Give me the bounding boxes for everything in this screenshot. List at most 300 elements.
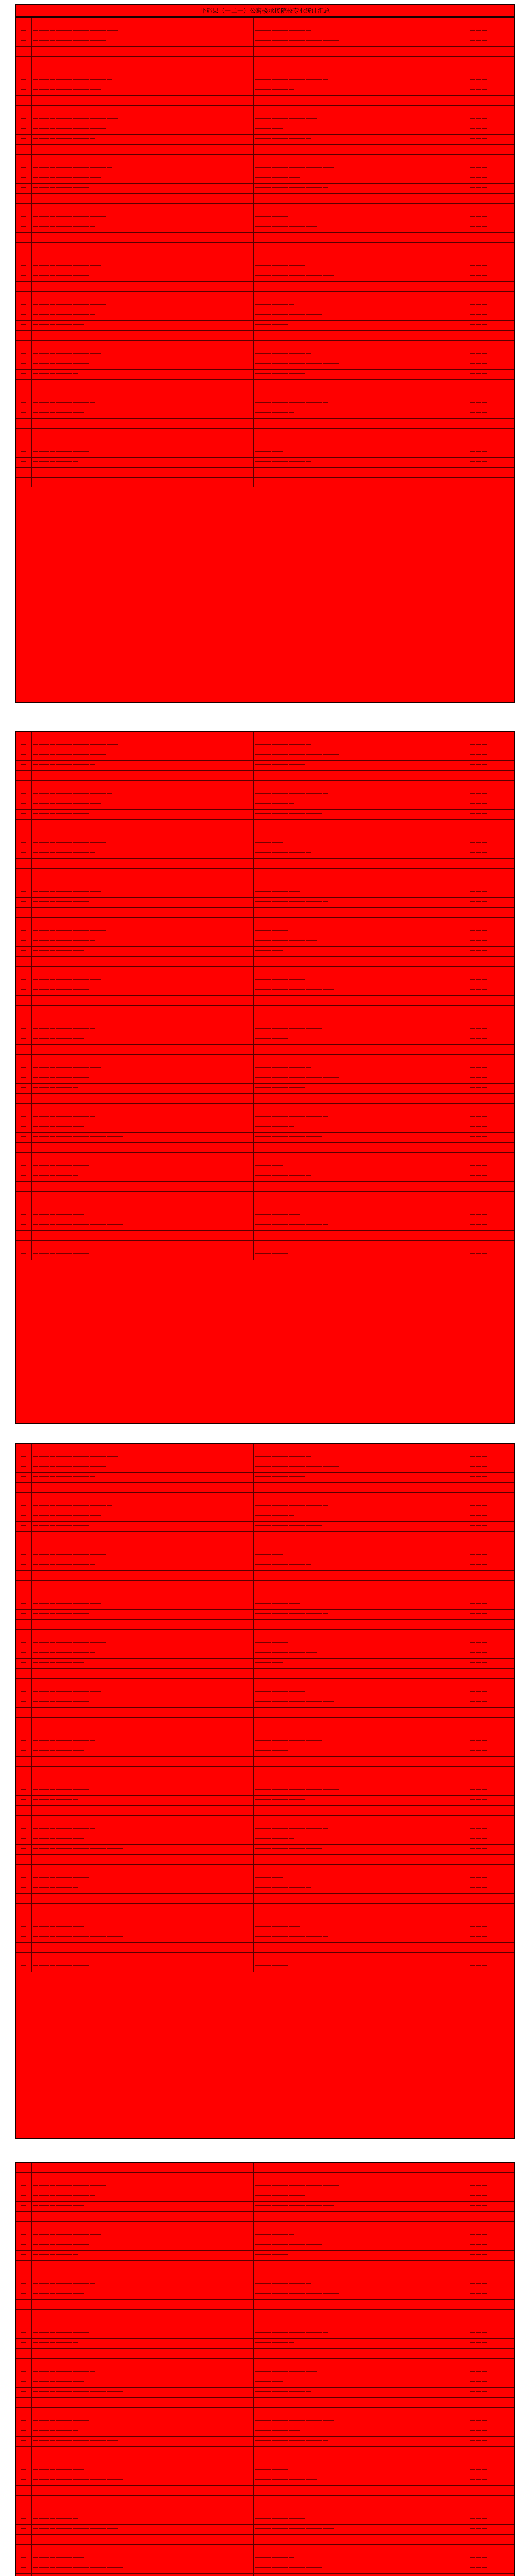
illegible-glyph (277, 1554, 283, 1555)
illegible-glyph (277, 265, 283, 266)
illegible-glyph (61, 128, 67, 129)
illegible-glyph (21, 930, 26, 931)
illegible-glyph (255, 265, 260, 266)
illegible-glyph (277, 979, 283, 980)
table-row (16, 1884, 514, 1894)
school-name-cell (32, 1453, 254, 1463)
code-cell (469, 233, 514, 242)
illegible-glyph (73, 1828, 78, 1829)
illegible-glyph (260, 451, 266, 452)
illegible-glyph (33, 1038, 38, 1039)
illegible-glyph (470, 1740, 475, 1741)
school-name-cell (32, 878, 254, 888)
illegible-glyph (44, 852, 50, 853)
illegible-glyph (50, 1838, 55, 1839)
school-name-cell (32, 2192, 254, 2201)
illegible-glyph (67, 1789, 72, 1790)
illegible-glyph (21, 1067, 26, 1068)
illegible-glyph (476, 89, 481, 90)
illegible-glyph (317, 989, 322, 990)
code-cell (469, 1747, 514, 1756)
table-row (16, 1855, 514, 1865)
major-name-cell (254, 223, 469, 232)
illegible-glyph (44, 1028, 50, 1029)
illegible-glyph (328, 275, 334, 276)
row-index-cell (16, 967, 32, 976)
illegible-glyph (56, 1838, 61, 1839)
illegible-glyph (67, 363, 72, 364)
illegible-glyph (334, 363, 339, 364)
code-cell (469, 1113, 514, 1123)
illegible-glyph (78, 1965, 84, 1966)
illegible-glyph (266, 1564, 271, 1565)
illegible-glyph (294, 461, 300, 462)
illegible-glyph (39, 353, 44, 354)
illegible-glyph (56, 1662, 61, 1663)
illegible-glyph (21, 989, 26, 990)
illegible-glyph (107, 1505, 112, 1506)
illegible-glyph (476, 950, 481, 951)
illegible-glyph (294, 940, 300, 941)
illegible-glyph (294, 118, 300, 119)
illegible-glyph (95, 118, 101, 119)
illegible-glyph (470, 1828, 475, 1829)
illegible-glyph (61, 1887, 67, 1888)
row-index-cell (16, 1444, 32, 1453)
illegible-glyph (255, 1652, 260, 1653)
school-name-cell (32, 1962, 254, 1972)
school-name-cell (32, 859, 254, 868)
school-name-cell (32, 47, 254, 56)
illegible-glyph (277, 402, 283, 403)
code-cell (469, 360, 514, 369)
school-name-cell (32, 145, 254, 154)
illegible-glyph (266, 1126, 271, 1127)
illegible-glyph (334, 1466, 339, 1467)
illegible-glyph (44, 89, 50, 90)
table-row (16, 986, 514, 996)
illegible-glyph (317, 1848, 322, 1849)
illegible-glyph (283, 373, 288, 374)
illegible-glyph (107, 167, 112, 168)
illegible-glyph (33, 1789, 38, 1790)
illegible-glyph (266, 1926, 271, 1927)
illegible-glyph (272, 1224, 277, 1225)
illegible-glyph (78, 314, 84, 315)
illegible-glyph (266, 30, 271, 31)
illegible-glyph (482, 373, 487, 374)
illegible-glyph (470, 1224, 475, 1225)
major-name-cell (254, 996, 469, 1005)
illegible-glyph (283, 167, 288, 168)
illegible-glyph (39, 275, 44, 276)
illegible-glyph (317, 1116, 322, 1117)
illegible-glyph (289, 1740, 294, 1741)
illegible-glyph (317, 1077, 322, 1078)
major-name-cell (254, 1649, 469, 1658)
major-name-cell (254, 1767, 469, 1776)
illegible-glyph (289, 353, 294, 354)
illegible-glyph (67, 1564, 72, 1565)
illegible-glyph (294, 1505, 300, 1506)
illegible-glyph (39, 1077, 44, 1078)
illegible-glyph (56, 353, 61, 354)
major-name-cell (254, 1006, 469, 1015)
illegible-glyph (73, 1038, 78, 1039)
illegible-glyph (84, 275, 89, 276)
illegible-glyph (334, 2185, 339, 2186)
illegible-glyph (73, 989, 78, 990)
illegible-glyph (260, 1456, 266, 1457)
illegible-glyph (21, 30, 26, 31)
illegible-glyph (73, 1652, 78, 1653)
illegible-glyph (255, 1691, 260, 1692)
code-cell (469, 282, 514, 291)
illegible-glyph (470, 1253, 475, 1254)
illegible-glyph (56, 1877, 61, 1878)
illegible-glyph (78, 1838, 84, 1839)
table-row (16, 2202, 514, 2212)
illegible-glyph (50, 764, 55, 765)
row-index-cell (16, 2212, 32, 2221)
school-name-cell (32, 1201, 254, 1211)
table-row (16, 967, 514, 976)
illegible-glyph (470, 118, 475, 119)
row-index-cell (16, 1610, 32, 1619)
illegible-glyph (78, 2185, 84, 2186)
illegible-glyph (283, 1799, 288, 1800)
illegible-glyph (311, 754, 317, 755)
illegible-glyph (67, 940, 72, 941)
illegible-glyph (294, 226, 300, 227)
illegible-glyph (61, 803, 67, 804)
major-name-cell (254, 438, 469, 448)
illegible-glyph (311, 813, 317, 814)
school-name-cell (32, 1835, 254, 1844)
illegible-glyph (317, 314, 322, 315)
illegible-glyph (283, 930, 288, 931)
illegible-glyph (255, 1175, 260, 1176)
illegible-glyph (283, 1067, 288, 1068)
illegible-glyph (21, 353, 26, 354)
illegible-glyph (266, 167, 271, 168)
illegible-glyph (44, 1126, 50, 1127)
row-index-cell (16, 57, 32, 66)
illegible-glyph (255, 1936, 260, 1937)
illegible-glyph (470, 412, 475, 413)
illegible-glyph (260, 852, 266, 853)
illegible-glyph (61, 950, 67, 951)
illegible-glyph (277, 461, 283, 462)
illegible-glyph (482, 138, 487, 139)
illegible-glyph (289, 1926, 294, 1927)
illegible-glyph (300, 1701, 305, 1702)
school-name-cell (32, 1816, 254, 1825)
illegible-glyph (277, 1691, 283, 1692)
illegible-glyph (317, 79, 322, 80)
illegible-glyph (272, 891, 277, 892)
illegible-glyph (50, 187, 55, 188)
illegible-glyph (476, 373, 481, 374)
illegible-glyph (78, 754, 84, 755)
major-name-cell (254, 243, 469, 252)
illegible-glyph (56, 451, 61, 452)
illegible-glyph (39, 1740, 44, 1741)
illegible-glyph (21, 1554, 26, 1555)
illegible-glyph (260, 1554, 266, 1555)
illegible-glyph (73, 1505, 78, 1506)
illegible-glyph (277, 1603, 283, 1604)
illegible-glyph (272, 461, 277, 462)
code-cell (469, 389, 514, 399)
illegible-glyph (272, 138, 277, 139)
illegible-glyph (277, 1828, 283, 1829)
code-cell (469, 419, 514, 428)
illegible-glyph (44, 1799, 50, 1800)
illegible-glyph (255, 930, 260, 931)
code-cell (469, 341, 514, 350)
table-row (16, 1962, 514, 1972)
illegible-glyph (277, 451, 283, 452)
school-name-cell (32, 1884, 254, 1893)
illegible-glyph (50, 1554, 55, 1555)
illegible-glyph (73, 265, 78, 266)
major-name-cell (254, 2192, 469, 2201)
row-index-cell (16, 2182, 32, 2192)
illegible-glyph (482, 40, 487, 41)
illegible-glyph (67, 1750, 72, 1751)
illegible-glyph (266, 451, 271, 452)
table-row (16, 1806, 514, 1816)
illegible-glyph (61, 167, 67, 168)
illegible-glyph (482, 1936, 487, 1937)
illegible-glyph (272, 324, 277, 325)
illegible-glyph (73, 118, 78, 119)
row-index-cell (16, 898, 32, 907)
row-index-cell (16, 1113, 32, 1123)
illegible-glyph (482, 89, 487, 90)
illegible-glyph (39, 1476, 44, 1477)
illegible-glyph (306, 1067, 311, 1068)
illegible-glyph (78, 813, 84, 814)
illegible-glyph (311, 402, 317, 403)
row-index-cell (16, 878, 32, 888)
illegible-glyph (61, 314, 67, 315)
table-row (16, 1688, 514, 1698)
illegible-glyph (272, 813, 277, 814)
illegible-glyph (289, 167, 294, 168)
illegible-glyph (289, 1564, 294, 1565)
illegible-glyph (44, 1564, 50, 1565)
illegible-glyph (21, 793, 26, 794)
illegible-glyph (21, 1466, 26, 1467)
illegible-glyph (260, 891, 266, 892)
illegible-glyph (289, 1603, 294, 1604)
major-name-cell (254, 1669, 469, 1678)
illegible-glyph (260, 1175, 266, 1176)
illegible-glyph (50, 744, 55, 745)
illegible-glyph (21, 363, 26, 364)
illegible-glyph (44, 1740, 50, 1741)
illegible-glyph (283, 1838, 288, 1839)
table-row (16, 399, 514, 409)
illegible-glyph (95, 353, 101, 354)
illegible-glyph (84, 118, 89, 119)
school-name-cell (32, 2212, 254, 2221)
illegible-glyph (482, 2195, 487, 2196)
code-cell (469, 125, 514, 134)
illegible-glyph (266, 950, 271, 951)
code-cell (469, 27, 514, 37)
illegible-glyph (266, 1789, 271, 1790)
illegible-glyph (21, 402, 26, 403)
illegible-glyph (255, 1525, 260, 1526)
illegible-glyph (21, 304, 26, 305)
illegible-glyph (283, 1603, 288, 1604)
illegible-glyph (56, 461, 61, 462)
school-name-cell (32, 204, 254, 213)
major-name-cell (254, 1747, 469, 1756)
illegible-glyph (482, 2185, 487, 2186)
illegible-glyph (33, 1701, 38, 1702)
illegible-glyph (272, 1505, 277, 1506)
illegible-glyph (78, 744, 84, 745)
illegible-glyph (56, 1887, 61, 1888)
illegible-glyph (67, 1067, 72, 1068)
illegible-glyph (44, 1642, 50, 1643)
code-cell (469, 800, 514, 809)
illegible-glyph (482, 1077, 487, 1078)
illegible-glyph (300, 979, 305, 980)
code-cell (469, 810, 514, 819)
illegible-glyph (39, 891, 44, 892)
illegible-glyph (44, 793, 50, 794)
illegible-glyph (33, 950, 38, 951)
illegible-glyph (56, 1936, 61, 1937)
illegible-glyph (255, 1603, 260, 1604)
illegible-glyph (78, 989, 84, 990)
illegible-glyph (39, 304, 44, 305)
illegible-glyph (277, 1613, 283, 1614)
table-row (16, 1113, 514, 1123)
illegible-glyph (67, 793, 72, 794)
illegible-glyph (289, 1126, 294, 1127)
illegible-glyph (50, 167, 55, 168)
illegible-glyph (272, 1136, 277, 1137)
illegible-glyph (39, 167, 44, 168)
school-name-cell (32, 1094, 254, 1103)
illegible-glyph (56, 89, 61, 90)
illegible-glyph (334, 40, 339, 41)
illegible-glyph (266, 304, 271, 305)
illegible-glyph (56, 842, 61, 843)
illegible-glyph (334, 1789, 339, 1790)
code-cell (469, 1708, 514, 1717)
illegible-glyph (84, 1642, 89, 1643)
illegible-glyph (482, 1028, 487, 1029)
illegible-glyph (255, 118, 260, 119)
illegible-glyph (260, 1642, 266, 1643)
major-name-cell (254, 282, 469, 291)
illegible-glyph (39, 1662, 44, 1663)
illegible-glyph (67, 118, 72, 119)
illegible-glyph (272, 353, 277, 354)
illegible-glyph (255, 1613, 260, 1614)
illegible-glyph (21, 177, 26, 178)
row-index-cell (16, 18, 32, 27)
major-name-cell (254, 1493, 469, 1502)
table-row (16, 1620, 514, 1630)
illegible-glyph (78, 1613, 84, 1614)
illegible-glyph (266, 1828, 271, 1829)
illegible-glyph (78, 1828, 84, 1829)
code-cell (469, 468, 514, 477)
row-index-cell (16, 1581, 32, 1590)
illegible-glyph (260, 1525, 266, 1526)
school-name-cell (32, 350, 254, 360)
illegible-glyph (50, 1828, 55, 1829)
illegible-glyph (78, 764, 84, 765)
illegible-glyph (266, 1087, 271, 1088)
illegible-glyph (67, 1799, 72, 1800)
major-name-cell (254, 174, 469, 183)
code-cell (469, 1493, 514, 1502)
illegible-glyph (44, 2195, 50, 2196)
school-name-cell (32, 1035, 254, 1044)
illegible-glyph (50, 118, 55, 119)
major-name-cell (254, 458, 469, 467)
illegible-glyph (255, 901, 260, 902)
illegible-glyph (84, 265, 89, 266)
illegible-glyph (101, 842, 106, 843)
row-index-cell (16, 741, 32, 751)
illegible-glyph (78, 451, 84, 452)
illegible-glyph (67, 1087, 72, 1088)
school-name-cell (32, 252, 254, 262)
illegible-glyph (272, 1848, 277, 1849)
table-row (16, 1904, 514, 1913)
row-index-cell (16, 311, 32, 320)
row-index-cell (16, 341, 32, 350)
major-name-cell (254, 859, 469, 868)
illegible-glyph (67, 989, 72, 990)
illegible-glyph (50, 1116, 55, 1117)
illegible-glyph (73, 30, 78, 31)
illegible-glyph (95, 265, 101, 266)
illegible-glyph (61, 1136, 67, 1137)
school-name-cell (32, 311, 254, 320)
illegible-glyph (50, 1028, 55, 1029)
illegible-glyph (44, 1224, 50, 1225)
illegible-glyph (78, 2205, 84, 2206)
code-cell (469, 1727, 514, 1737)
school-name-cell (32, 282, 254, 291)
illegible-glyph (67, 1936, 72, 1937)
illegible-glyph (311, 314, 317, 315)
illegible-glyph (260, 1965, 266, 1966)
illegible-glyph (44, 1136, 50, 1137)
school-name-cell (32, 66, 254, 76)
illegible-glyph (289, 412, 294, 413)
table-row (16, 820, 514, 829)
illegible-glyph (61, 1789, 67, 1790)
table-row (16, 380, 514, 389)
illegible-glyph (294, 813, 300, 814)
illegible-glyph (482, 79, 487, 80)
illegible-glyph (78, 1028, 84, 1029)
illegible-glyph (306, 226, 311, 227)
illegible-glyph (50, 2185, 55, 2186)
